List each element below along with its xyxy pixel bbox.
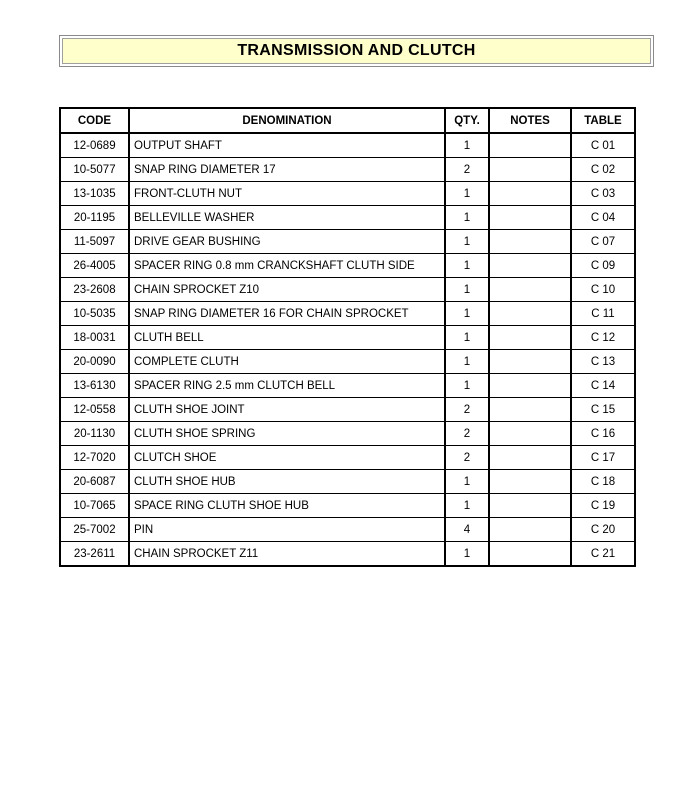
- cell-denomination: SNAP RING DIAMETER 17: [129, 158, 445, 182]
- table-row: [60, 326, 635, 350]
- cell-qty: 1: [445, 133, 489, 158]
- cell-notes: [489, 470, 571, 494]
- cell-table: C 12: [571, 326, 635, 350]
- cell-code: 23-2608: [60, 278, 129, 302]
- cell-denomination: CLUTH BELL: [129, 326, 445, 350]
- cell-code: 26-4005: [60, 254, 129, 278]
- cell-denomination: CHAIN SPROCKET Z11: [129, 542, 445, 567]
- cell-code: 12-0558: [60, 398, 129, 422]
- header-denomination: DENOMINATION: [129, 108, 445, 133]
- cell-notes: [489, 182, 571, 206]
- cell-notes: [489, 133, 571, 158]
- table-row: [60, 254, 635, 278]
- cell-notes: [489, 374, 571, 398]
- header-qty: QTY.: [445, 108, 489, 133]
- cell-table: C 02: [571, 158, 635, 182]
- cell-qty: 1: [445, 254, 489, 278]
- cell-table: C 16: [571, 422, 635, 446]
- cell-table: C 19: [571, 494, 635, 518]
- table-row: [60, 350, 635, 374]
- cell-qty: 1: [445, 494, 489, 518]
- table-row: [60, 206, 635, 230]
- cell-table: C 18: [571, 470, 635, 494]
- cell-code: 12-0689: [60, 133, 129, 158]
- page-title: TRANSMISSION AND CLUTCH: [62, 38, 651, 64]
- table-row: [60, 422, 635, 446]
- cell-denomination: PIN: [129, 518, 445, 542]
- cell-denomination: FRONT-CLUTH NUT: [129, 182, 445, 206]
- cell-table: C 07: [571, 230, 635, 254]
- cell-qty: 1: [445, 230, 489, 254]
- table-row: [60, 494, 635, 518]
- cell-notes: [489, 518, 571, 542]
- cell-denomination: CLUTH SHOE HUB: [129, 470, 445, 494]
- cell-table: C 04: [571, 206, 635, 230]
- table-header-row: [60, 108, 635, 133]
- cell-table: C 01: [571, 133, 635, 158]
- cell-denomination: SPACER RING 2.5 mm CLUTCH BELL: [129, 374, 445, 398]
- cell-qty: 1: [445, 182, 489, 206]
- cell-notes: [489, 446, 571, 470]
- cell-notes: [489, 350, 571, 374]
- cell-qty: 1: [445, 206, 489, 230]
- table-row: [60, 230, 635, 254]
- cell-code: 20-1195: [60, 206, 129, 230]
- parts-table: [59, 107, 636, 567]
- table-row: [60, 518, 635, 542]
- cell-qty: 1: [445, 374, 489, 398]
- cell-code: 20-1130: [60, 422, 129, 446]
- table-row: [60, 133, 635, 158]
- cell-qty: 1: [445, 302, 489, 326]
- header-code: CODE: [60, 108, 129, 133]
- cell-notes: [489, 398, 571, 422]
- cell-table: C 20: [571, 518, 635, 542]
- cell-notes: [489, 206, 571, 230]
- cell-denomination: CLUTH SHOE SPRING: [129, 422, 445, 446]
- cell-denomination: CLUTCH SHOE: [129, 446, 445, 470]
- cell-denomination: SPACE RING CLUTH SHOE HUB: [129, 494, 445, 518]
- cell-qty: 4: [445, 518, 489, 542]
- cell-table: C 14: [571, 374, 635, 398]
- table-row: [60, 278, 635, 302]
- cell-qty: 2: [445, 422, 489, 446]
- cell-notes: [489, 302, 571, 326]
- cell-table: C 09: [571, 254, 635, 278]
- cell-denomination: SPACER RING 0.8 mm CRANCKSHAFT CLUTH SIDE: [129, 254, 445, 278]
- title-box: [59, 35, 654, 67]
- cell-code: 18-0031: [60, 326, 129, 350]
- cell-notes: [489, 278, 571, 302]
- cell-notes: [489, 542, 571, 567]
- cell-code: 10-7065: [60, 494, 129, 518]
- cell-table: C 11: [571, 302, 635, 326]
- table-row: [60, 158, 635, 182]
- cell-qty: 1: [445, 350, 489, 374]
- cell-denomination: SNAP RING DIAMETER 16 FOR CHAIN SPROCKET: [129, 302, 445, 326]
- cell-code: 20-0090: [60, 350, 129, 374]
- cell-code: 25-7002: [60, 518, 129, 542]
- cell-denomination: DRIVE GEAR BUSHING: [129, 230, 445, 254]
- cell-qty: 1: [445, 470, 489, 494]
- cell-qty: 2: [445, 158, 489, 182]
- cell-notes: [489, 254, 571, 278]
- cell-denomination: OUTPUT SHAFT: [129, 133, 445, 158]
- cell-code: 10-5035: [60, 302, 129, 326]
- cell-code: 11-5097: [60, 230, 129, 254]
- cell-table: C 03: [571, 182, 635, 206]
- table-row: [60, 302, 635, 326]
- cell-notes: [489, 422, 571, 446]
- cell-qty: 2: [445, 446, 489, 470]
- cell-table: C 17: [571, 446, 635, 470]
- cell-denomination: COMPLETE CLUTH: [129, 350, 445, 374]
- header-notes: NOTES: [489, 108, 571, 133]
- table-row: [60, 398, 635, 422]
- cell-table: C 10: [571, 278, 635, 302]
- cell-qty: 2: [445, 398, 489, 422]
- cell-code: 13-1035: [60, 182, 129, 206]
- cell-table: C 21: [571, 542, 635, 567]
- header-table: TABLE: [571, 108, 635, 133]
- table-row: [60, 182, 635, 206]
- cell-notes: [489, 494, 571, 518]
- cell-qty: 1: [445, 542, 489, 567]
- cell-denomination: BELLEVILLE WASHER: [129, 206, 445, 230]
- cell-qty: 1: [445, 278, 489, 302]
- cell-table: C 13: [571, 350, 635, 374]
- table-row: [60, 374, 635, 398]
- cell-notes: [489, 326, 571, 350]
- cell-code: 20-6087: [60, 470, 129, 494]
- table-row: [60, 470, 635, 494]
- cell-code: 10-5077: [60, 158, 129, 182]
- cell-denomination: CHAIN SPROCKET Z10: [129, 278, 445, 302]
- cell-notes: [489, 230, 571, 254]
- table-row: [60, 446, 635, 470]
- cell-code: 13-6130: [60, 374, 129, 398]
- cell-denomination: CLUTH SHOE JOINT: [129, 398, 445, 422]
- cell-qty: 1: [445, 326, 489, 350]
- table-body: [60, 133, 635, 566]
- cell-table: C 15: [571, 398, 635, 422]
- cell-code: 23-2611: [60, 542, 129, 567]
- cell-notes: [489, 158, 571, 182]
- table-row: [60, 542, 635, 567]
- cell-code: 12-7020: [60, 446, 129, 470]
